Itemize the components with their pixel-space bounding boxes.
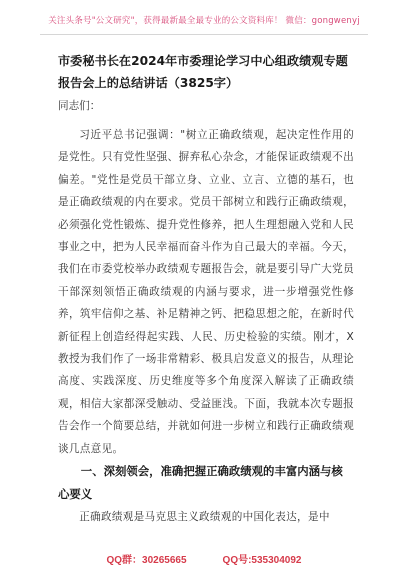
body-paragraph-section-1: 正确政绩观是马克思主义政绩观的中国化表达，是中 [79, 511, 330, 524]
salutation: 同志们： [58, 100, 101, 112]
header-banner: 关注头条号"公文研究"，获得最新最全最专业的公文资料库！ 微信：gongwenyj [40, 6, 368, 35]
footer-qq-group: QQ群：30265665 [106, 554, 187, 566]
footer-qq-number: QQ号:535304092 [222, 554, 302, 566]
section-heading: 一、深刻领会，准确把握正确政绩观的丰富内涵与核心要义 [58, 464, 343, 502]
footer-contact [0, 546, 408, 570]
document-title: 市委秘书长在2024年市委理论学习中心组政绩观专题报告会上的总结讲话（3825字） [58, 54, 348, 90]
document-body [58, 50, 354, 529]
body-paragraph: 习近平总书记强调："树立正确政绩观，起决定性作用的是党性。只有党性坚强、摒弃私心杂念，才能保证政绩观不出偏差。"党性是党员干部立身、立业、立言、立德的基石，也是正确政绩观的内在要求。党员干部树立和践行正确政绩观，必须强化党性锻炼、提升党性修养，把人生理想融入党和人民事业之中，把为人民幸福而奋斗作为自己最大的幸福。今天，我们在市委党校举办政绩观专题报告会，就是要引导广大党员干部深刻领悟正确政绩观的内涵与要求，进一步增强党性修养，筑牢信仰之基、补足精神之钙、把稳思想之舵，在新时代新征程上创造经得起实践、人民、历史检验的实绩。刚才，X教授为我们作了一场非常精彩、极具启发意义的报告，从理论高度、实践深度、历史维度等多个角度深入解读了正确政绩观，相信大家都深受触动、受益匪浅。下面，我就本次专题报告会作一个简要总结，并就如何进一步树立和践行正确政绩观谈几点意见。 [58, 129, 354, 455]
